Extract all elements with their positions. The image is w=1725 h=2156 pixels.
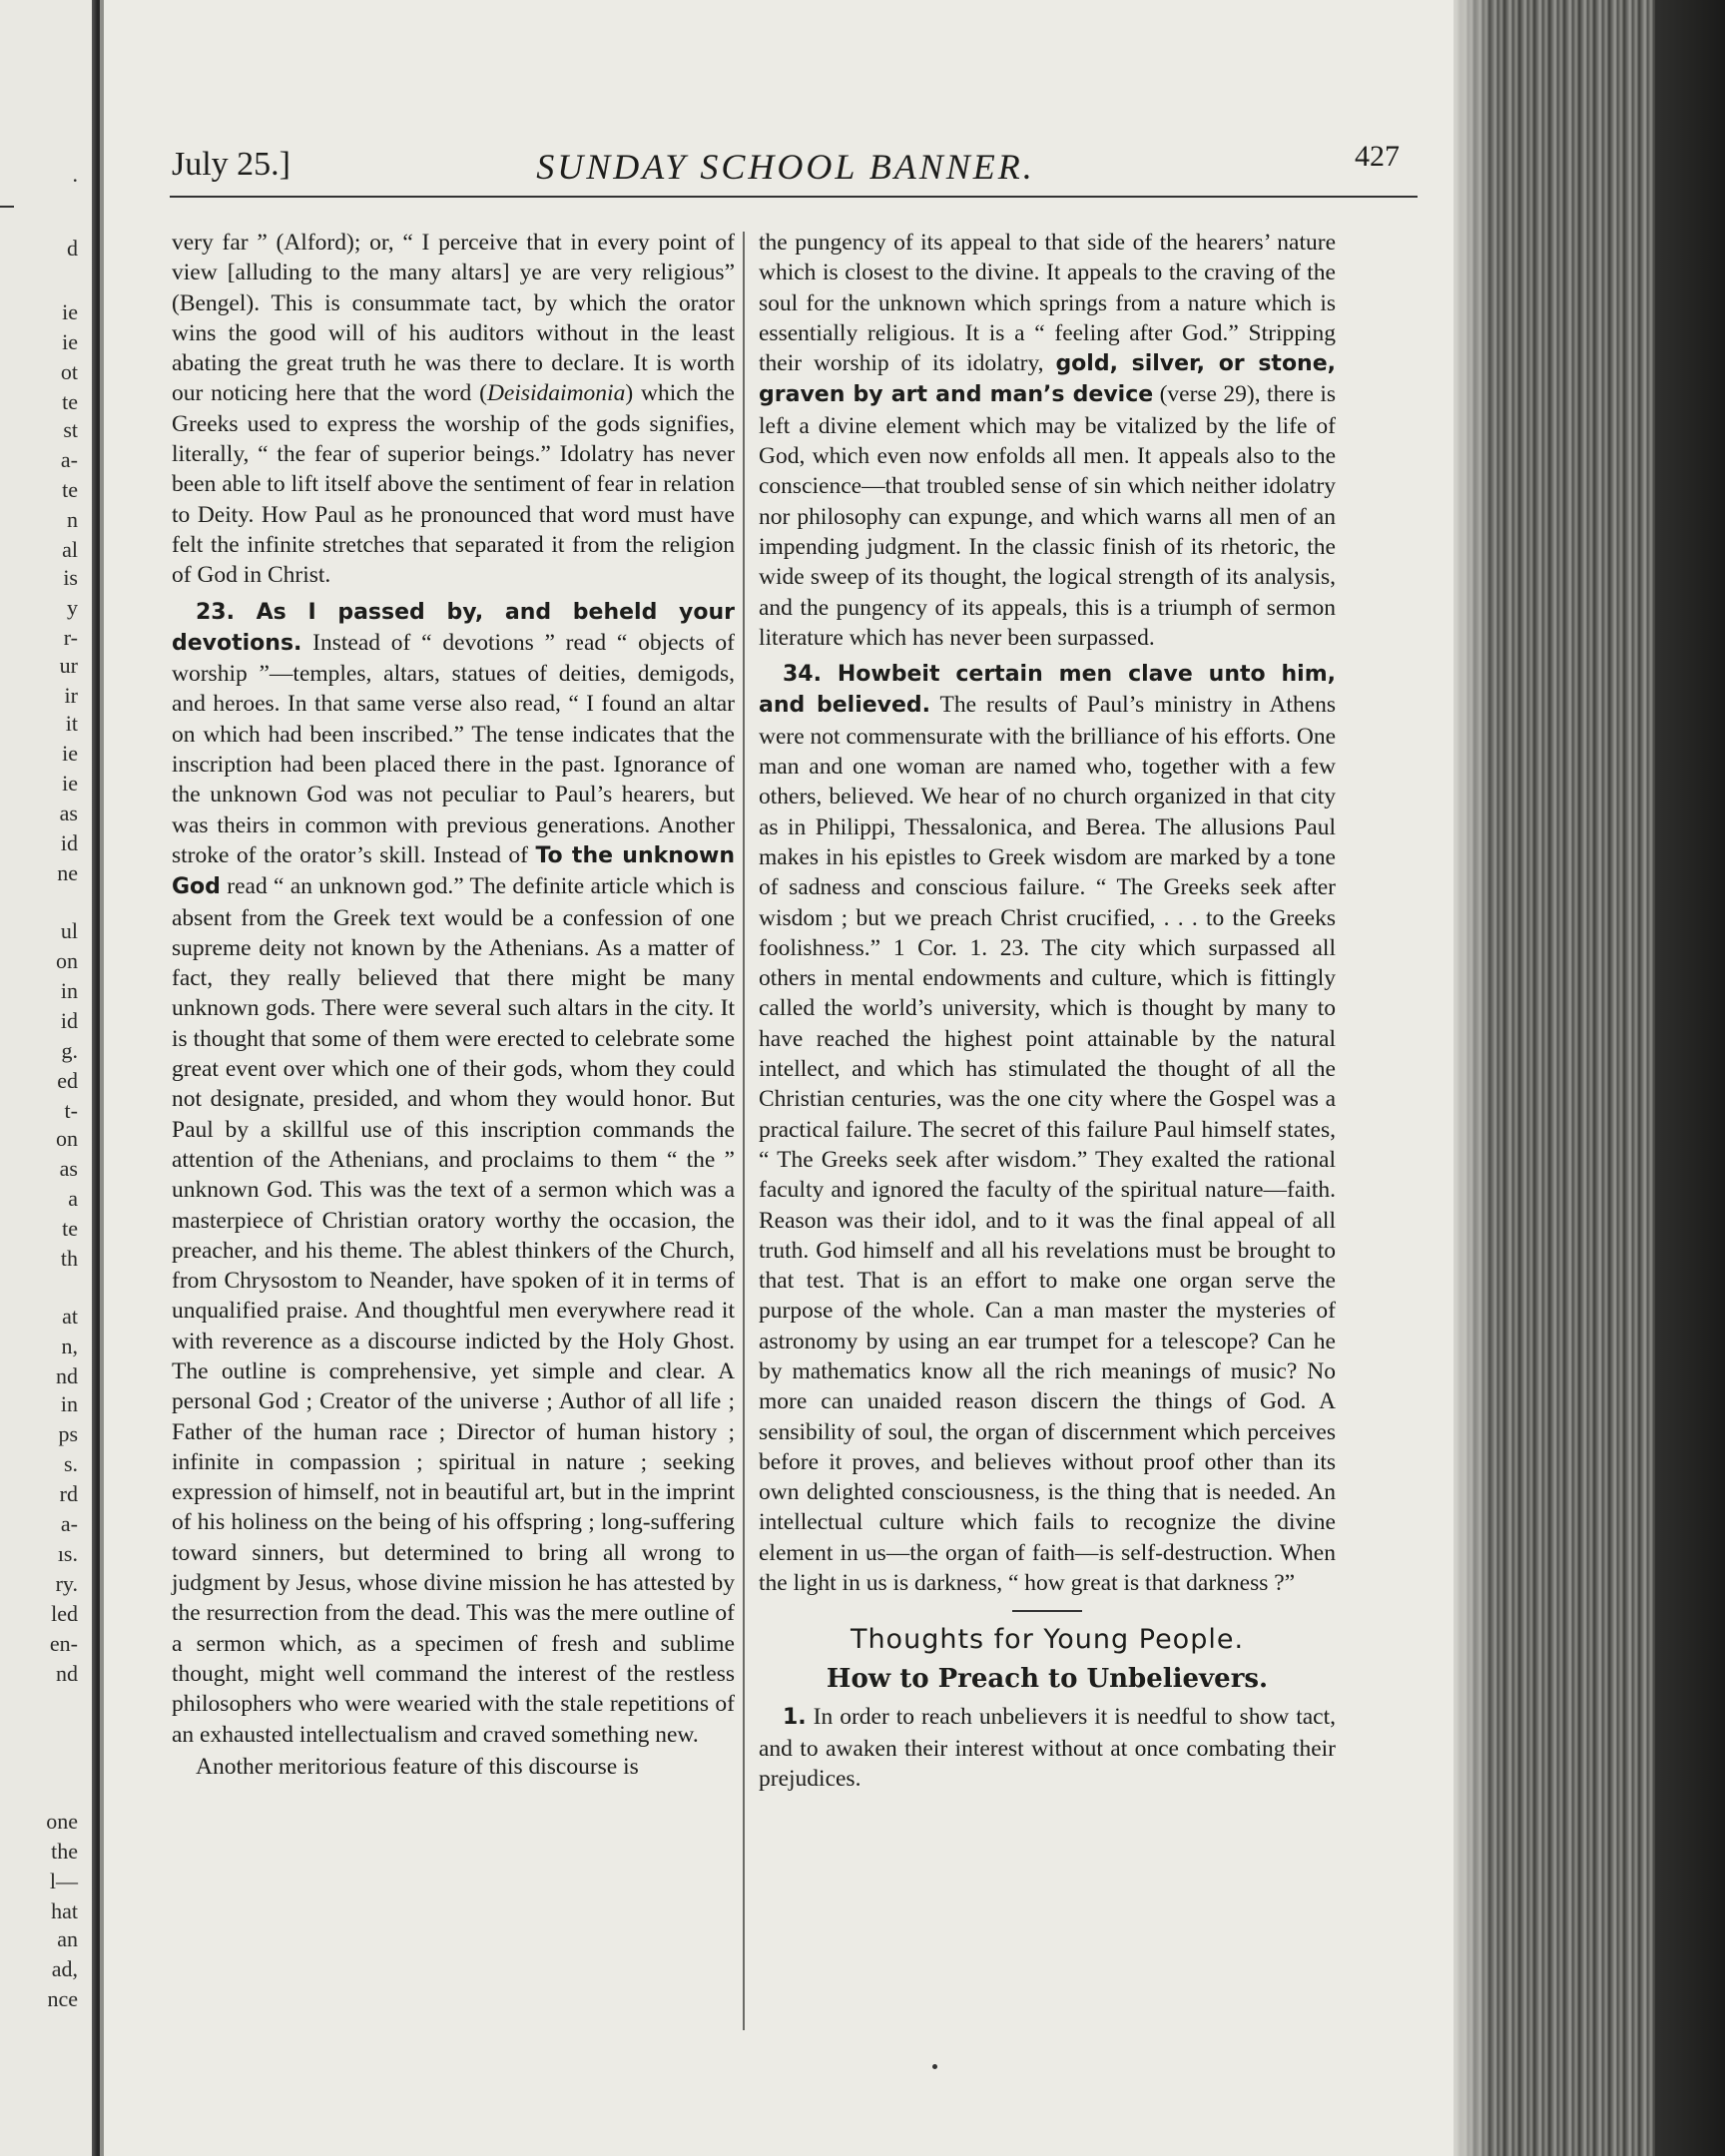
verse-heading: As I passed by, and beheld your devotions. bbox=[172, 599, 735, 656]
numbered-point-1 bbox=[759, 1702, 1336, 1794]
italic-term: Deisidaimonia bbox=[486, 380, 626, 407]
page-edge-shadow bbox=[1453, 0, 1493, 2156]
facing-page-fragment: ed bbox=[57, 1068, 78, 1093]
facing-page-fragment: ul bbox=[60, 918, 78, 943]
section-divider bbox=[1012, 1610, 1082, 1612]
facing-page-fragment: n bbox=[67, 507, 78, 532]
facing-page-fragment: nd bbox=[56, 1363, 78, 1388]
header-date: July 25.] bbox=[172, 146, 290, 183]
verse-paragraph-34 bbox=[759, 659, 1336, 1598]
facing-page-fragment: id bbox=[60, 1008, 78, 1033]
facing-page-fragment: nce bbox=[47, 1986, 78, 2011]
facing-page-fragment: led bbox=[51, 1601, 78, 1626]
facing-page-edge bbox=[0, 0, 100, 2156]
facing-page-fragment: rd bbox=[59, 1481, 78, 1506]
facing-page-fragment: ry. bbox=[55, 1571, 78, 1596]
facing-page-fragment: ie bbox=[62, 771, 78, 796]
text: very far ” (Alford); or, “ I perceive that in every point of view [alluding to the many altars] ye are very religious” (Bengel). This is consummate tact, by which the orator wins the good will of his auditors without in the least abating the great truth he was there to declare. It is worth our noticing here that the word ( bbox=[172, 230, 735, 407]
book-gutter bbox=[92, 0, 100, 2156]
facing-page-fragment: te bbox=[62, 389, 78, 414]
facing-page-fragment: s. bbox=[63, 1451, 78, 1476]
section-title: Thoughts for Young People. bbox=[850, 1624, 1245, 1656]
facing-page-fragment: al bbox=[62, 537, 78, 562]
facing-page-fragment: ie bbox=[62, 299, 78, 324]
facing-page-fragment: a- bbox=[60, 1511, 78, 1536]
book-cover-edge bbox=[1655, 0, 1725, 2156]
paragraph bbox=[759, 228, 1336, 653]
facing-page-fragment: ie bbox=[62, 741, 78, 766]
facing-page-fragment: n, bbox=[61, 1334, 78, 1358]
text: read “ an unknown god.” The definite article which is absent from the Greek text would be a confession of one supreme deity not known by the Athenians. As a matter of fact, they really believed that there might be many unknown gods. There were several such altars in the city. It is thought that some of them were erected to celebrate some great event over which one of their gods, whom they could not designate, presided, and whom they would honor. But Paul by a skillful use of this inscription commands the attention of the Athenians, and proclaims to them “ the ” unknown God. This was the text of a sermon which was a masterpiece of Christian oratory worthy the occasion, the preacher, and his theme. The ablest thinkers of the Church, from Chrysostom to Neander, have spoken of it in terms of unqualified praise. And thoughtful men everywhere read it with reverence as a discourse indicted by the Holy Ghost. The outline is comprehensive, yet simple and clear. A personal God ; Creator of the universe ; Author of all life ; Father of the human race ; Director of human history ; infinite in compassion ; spiritual in nature ; seeking expression of himself, not in beautiful art, but in the imprint of his holiness on the being of his offspring ; long-suffering toward sinners, but determined to bring all wrong to judgment by Jesus, whose divine mission he has attested by the resurrection from the dead. This was the mere outline of a sermon which, as a specimen of fresh and sublime thought, might well command the interest of the restless philosophers who were wearied with the stale repetitions of an exhausted intellectualism and craved something new. bbox=[172, 873, 735, 1748]
facing-page-fragment: hat bbox=[51, 1898, 78, 1923]
facing-page-fragment: en- bbox=[49, 1631, 78, 1656]
facing-page-fragment: r- bbox=[63, 625, 78, 650]
running-header bbox=[172, 140, 1400, 190]
facing-page-fragment: in bbox=[60, 978, 78, 1003]
header-rule bbox=[170, 196, 1418, 198]
facing-page-fragment: ie bbox=[62, 329, 78, 354]
facing-page-rule bbox=[0, 206, 14, 208]
facing-page-fragment: a bbox=[68, 1186, 78, 1211]
facing-page-fragment: one bbox=[46, 1809, 78, 1834]
facing-page-fragment: it bbox=[65, 711, 78, 736]
facing-page-fragment: ir bbox=[64, 683, 78, 708]
right-column bbox=[759, 228, 1336, 1794]
text: the pungency of its appeal to that side of the hearers’ nature which is closest to the divine. It appeals to the craving of the soul for the unknown which springs from a nature which is essentially religious. It is a “ feeling after God.” Stripping their worship of its idolatry, bbox=[759, 230, 1336, 377]
header-title: SUNDAY SCHOOL BANNER. bbox=[536, 147, 1035, 187]
page-speck bbox=[932, 2064, 937, 2069]
bold-phrase: To the unknown God bbox=[172, 842, 735, 900]
bold-phrase: gold, silver, or stone, graven by art and man’s device bbox=[759, 351, 1336, 408]
facing-page-fragment: as bbox=[59, 801, 78, 825]
text: The results of Paul’s ministry in Athens were not commensurate with the brilliance of his efforts. One man and one woman are named who, together with a few others, believed. We hear of no church organized in that city as in Philippi, Thessalonica, and Berea. The allusions Paul makes in his epistles to Greek wisdom are marked by a tone of sadness and conscious failure. “ The Greeks seek after wisdom ; but we preach Christ crucified, . . . to the Greeks foolishness.” 1 Cor. 1. 23. The city which surpassed all others in mental endowments and culture, which is fittingly called the world’s university, which is thought by many to have reached the highest point attainable by the natural intellect, and which has stimulated the thought of all the Christian centuries, was the one city where the Gospel was a practical failure. The secret of this failure Paul himself states, “ The Greeks seek after wisdom.” They exalted the rational faculty and ignored the faculty of the spiritual nature—faith. Reason was their idol, and to it was the final appeal of all truth. God himself and all his revelations must be brought to that test. That is an effort to make one organ serve the purpose of the whole. Can a man master the mysteries of astronomy by using an ear trumpet for a telescope? Can he by mathematics know all the rich meanings of music? No more can unaided reason discern the things of God. A sensibility of soul, the organ of discernment which perceives before it proves, and believes without proof other than its own delighted consciousness, is the thing that is needed. An intellectual culture which fails to recognize the divine element in us—the organ of faith—is self-destruction. When the light in us is darkness, “ how great is that darkness ?” bbox=[759, 692, 1336, 1597]
facing-page-fragment: ot bbox=[60, 359, 78, 384]
facing-page-fragment: th bbox=[60, 1246, 78, 1271]
facing-page-fragment: ne bbox=[57, 860, 78, 885]
facing-page-fragment: as bbox=[59, 1156, 78, 1181]
facing-page-fragment: on bbox=[56, 948, 78, 973]
text: Instead of “ devotions ” read “ objects of worship ”—temples, altars, statues of deities, demigods, and heroes. In that same verse also read, “ I found an altar on which had been inscribed.” The tense indicates that the inscription had been placed there in the past. Ignorance of the unknown God was not peculiar to Paul’s hearers, but was theirs in common with previous generations. Another stroke of the orator’s skill. Instead of bbox=[172, 629, 735, 868]
verse-number: 23. bbox=[196, 599, 257, 625]
column-divider bbox=[743, 232, 745, 2030]
page-number: 427 bbox=[1355, 140, 1400, 173]
text: (verse 29), there is left a divine element which may be vitalized by the life of God, which even now enfolds all men. It appeals also to the conscience—that troubled sense of sin which neither idolatry nor philosophy can expunge, and which warns all men of an impending judgment. In the classic finish of its rhetoric, the wide sweep of its thought, the logical strength of its analysis, and the pungency of its appeals, this is a triumph of sermon literature which has never been surpassed. bbox=[759, 381, 1336, 651]
book-page bbox=[104, 0, 1453, 2156]
facing-page-fragment: in bbox=[60, 1391, 78, 1416]
facing-page-fragment: . bbox=[72, 162, 78, 187]
facing-page-fragment: te bbox=[62, 477, 78, 502]
facing-page-fragment: the bbox=[51, 1839, 78, 1864]
facing-page-fragment: ıs. bbox=[57, 1541, 78, 1566]
verse-number: 34. bbox=[783, 662, 838, 688]
facing-page-fragment: t- bbox=[64, 1098, 78, 1123]
facing-page-fragment: l— bbox=[49, 1869, 78, 1893]
verse-paragraph-23 bbox=[172, 597, 735, 1750]
facing-page-fragment: on bbox=[56, 1126, 78, 1151]
facing-page-fragment: an bbox=[57, 1926, 78, 1951]
facing-page-fragment: ps bbox=[58, 1421, 78, 1446]
point-number: 1. bbox=[783, 1705, 807, 1731]
facing-page-fragment: ad, bbox=[51, 1956, 78, 1981]
facing-page-fragment: id bbox=[60, 830, 78, 855]
facing-page-fragment: a- bbox=[60, 447, 78, 472]
left-column bbox=[172, 228, 735, 1782]
facing-page-fragment: ur bbox=[59, 653, 78, 678]
facing-page-fragment: nd bbox=[56, 1661, 78, 1686]
text: ) which the Greeks used to express the worship of the gods signifies, literally, “ the fear of superior beings.” Idolatry has never been able to lift itself above the sentiment of fear in relation to Deity. How Paul as he pronounced that word must have felt the infinite stretches that separated it from the religion of God in Christ. bbox=[172, 380, 735, 589]
facing-page-fragment: st bbox=[63, 417, 78, 442]
text: In order to reach unbelievers it is needful to show tact, and to awaken their interest without at once combating their prejudices. bbox=[759, 1704, 1336, 1792]
book-fore-edge bbox=[1453, 0, 1725, 2156]
facing-page-fragment: te bbox=[62, 1216, 78, 1241]
section-subtitle: How to Preach to Unbelievers. bbox=[826, 1664, 1269, 1695]
facing-page-fragment: d bbox=[67, 236, 78, 261]
verse-heading: Howbeit certain men clave unto him, and believed. bbox=[759, 662, 1337, 719]
paragraph: Another meritorious feature of this discourse is bbox=[196, 1753, 639, 1780]
facing-page-fragment: g. bbox=[61, 1038, 78, 1063]
facing-page-fragment: is bbox=[63, 565, 78, 590]
facing-page-fragment: at bbox=[62, 1304, 78, 1329]
paragraph bbox=[172, 228, 735, 591]
facing-page-fragment: y bbox=[67, 595, 78, 620]
